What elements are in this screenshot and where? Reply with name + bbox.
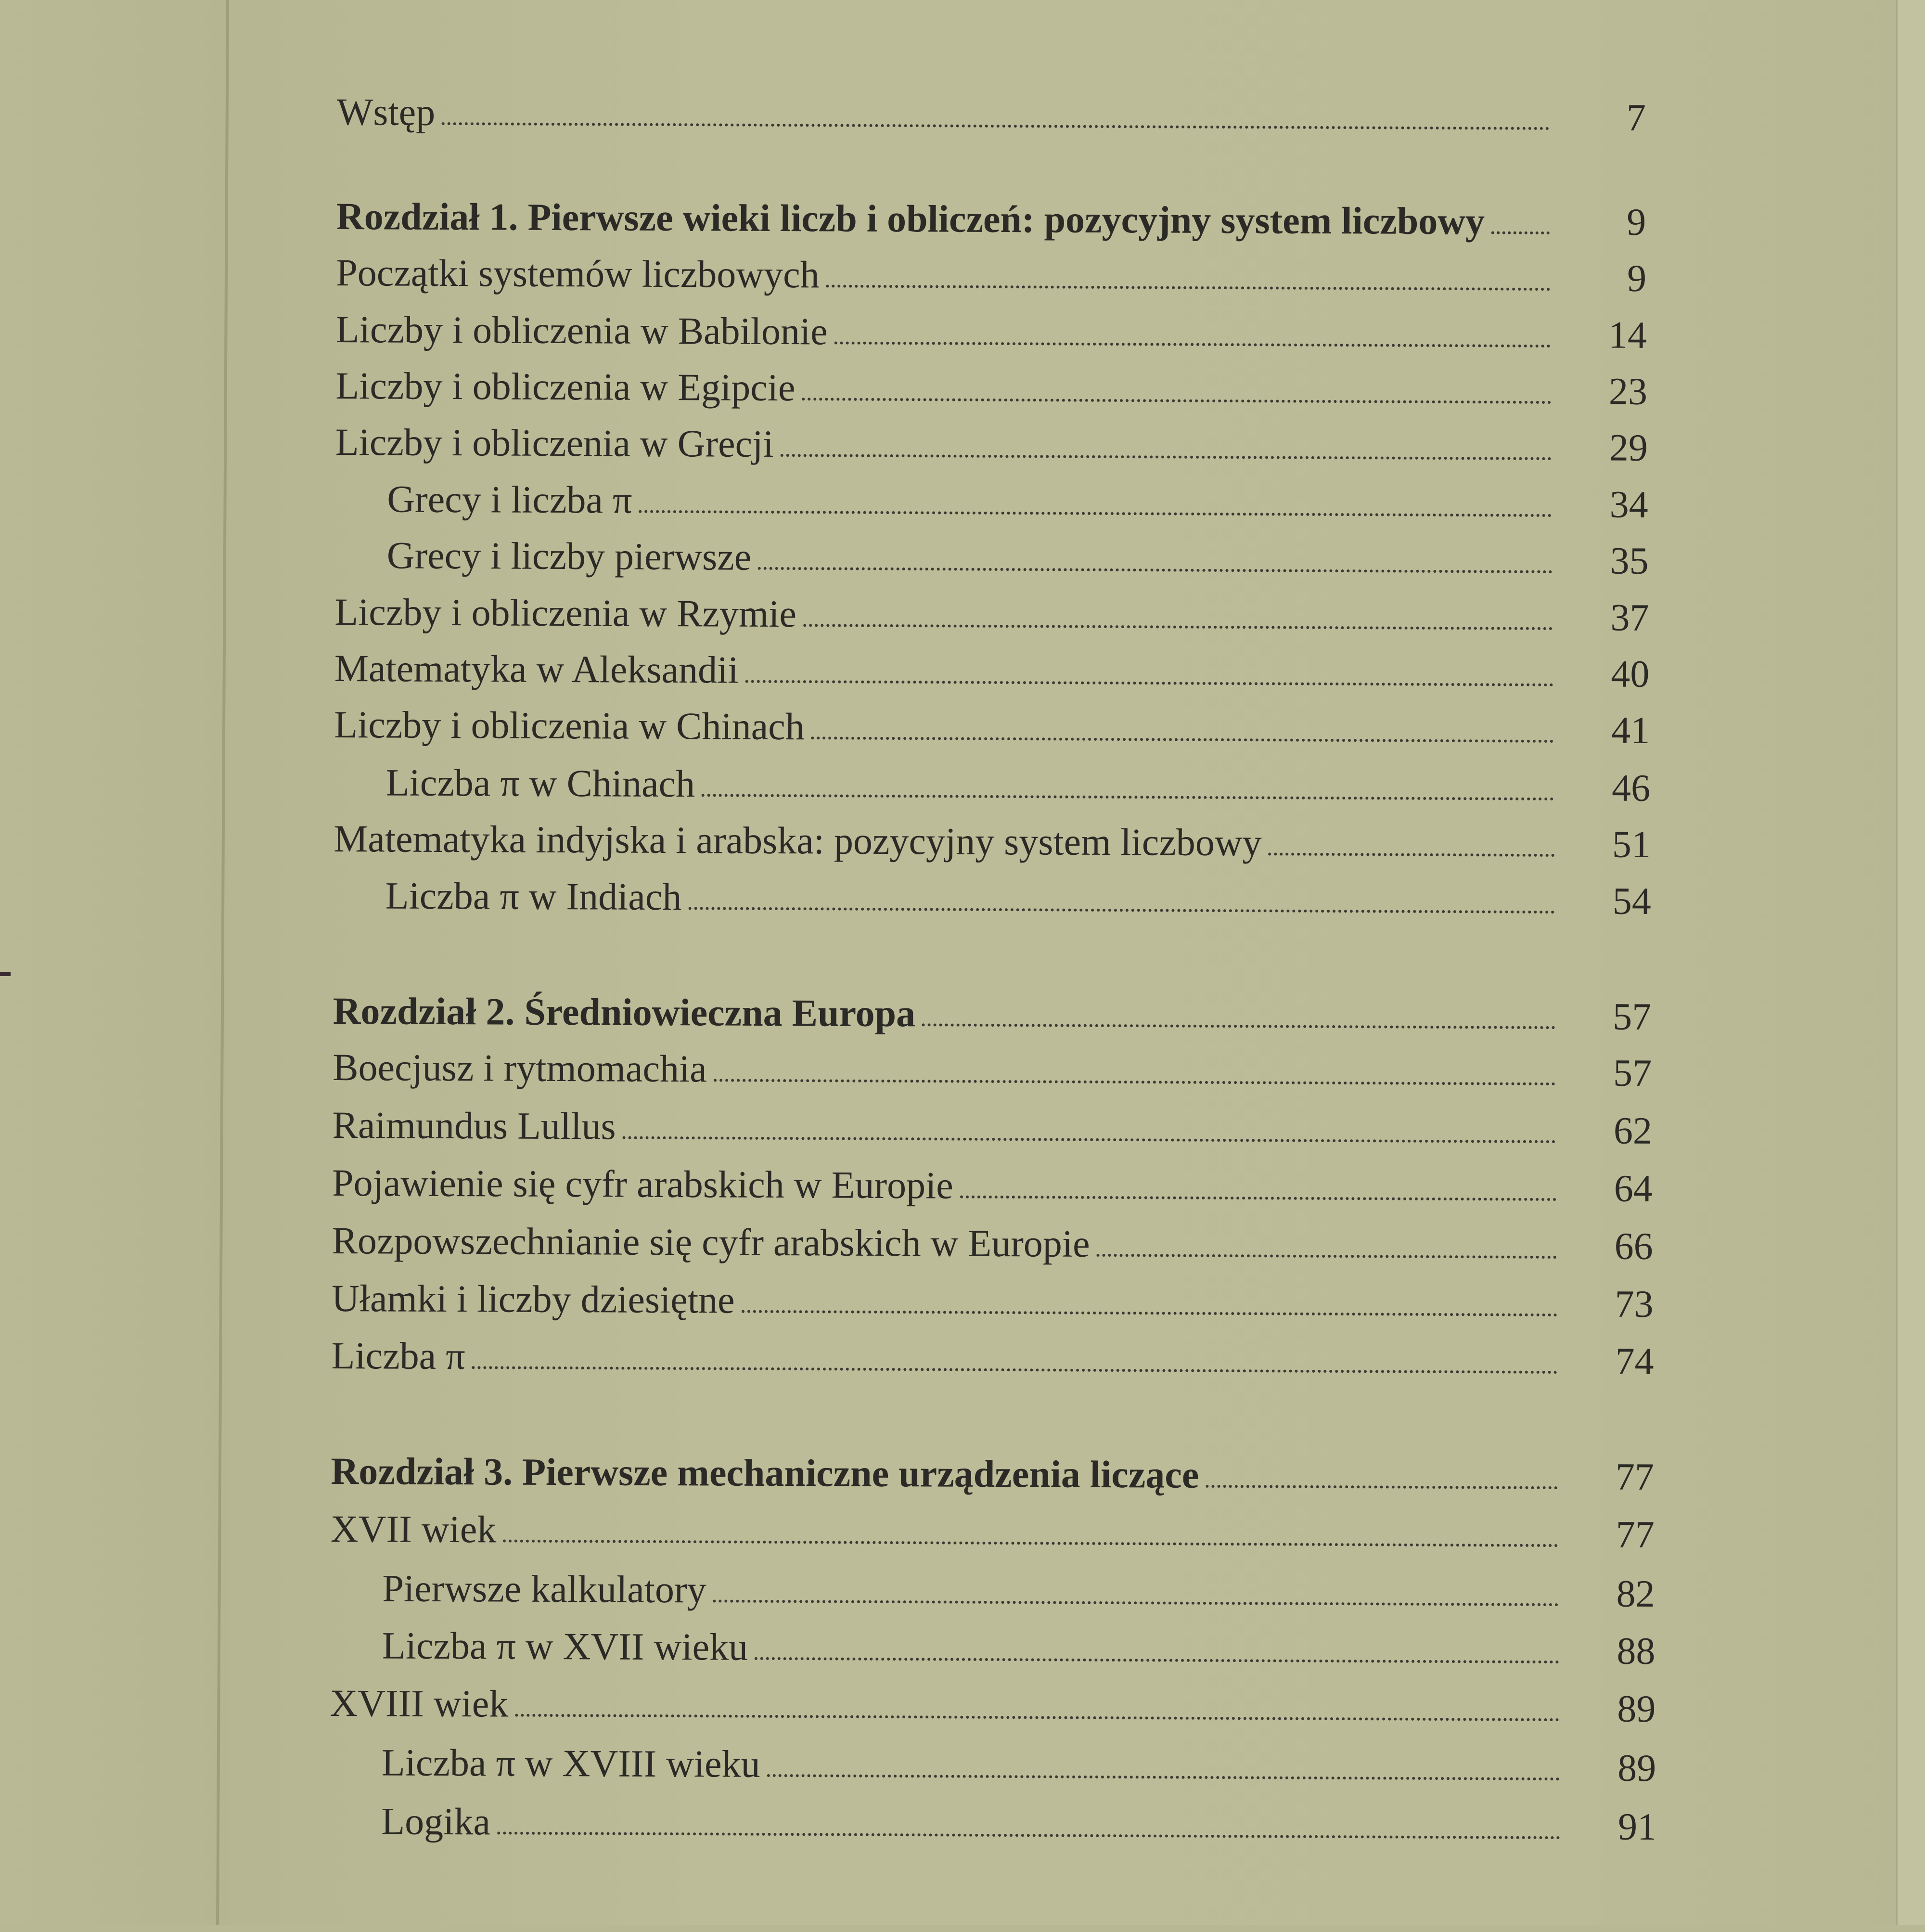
dot-leader (803, 624, 1553, 630)
toc-page-number: 35 (1610, 540, 1649, 583)
toc-page-number: 82 (1616, 1572, 1655, 1615)
toc-entry-title: Pierwsze kalkulatory (382, 1567, 706, 1611)
toc-entry-row (336, 296, 1647, 355)
toc-page-number: 9 (1627, 258, 1647, 300)
toc-entry-row (336, 78, 1646, 140)
toc-page-number: 62 (1613, 1109, 1653, 1152)
dot-leader (922, 1023, 1555, 1029)
toc-entry-title: Wstęp (336, 91, 436, 134)
toc-entry-title: Liczby i obliczenia w Rzymie (334, 591, 797, 635)
toc-entry-row (332, 1149, 1653, 1208)
dot-leader (741, 1310, 1557, 1316)
toc-entry-row (335, 409, 1648, 470)
toc-page-number: 89 (1617, 1747, 1656, 1790)
toc-entry-row (334, 749, 1651, 808)
toc-page-number: 29 (1609, 427, 1648, 470)
toc-page-number: 9 (1627, 201, 1646, 244)
toc-page-number: 37 (1610, 596, 1649, 639)
toc-entry-row (334, 635, 1650, 694)
toc-entry-title: Rozdział 3. Pierwsze mechaniczne urządzenia liczące (331, 1450, 1199, 1497)
toc-entry-row (330, 1729, 1656, 1788)
toc-entry-row (336, 239, 1646, 298)
toc-entry-title: Grecy i liczby pierwsze (386, 534, 752, 579)
dot-leader (802, 398, 1551, 404)
dot-leader (442, 122, 1550, 130)
toc-entry-row (334, 691, 1650, 750)
toc-entry-title: Liczby i obliczenia w Chinach (334, 704, 805, 748)
toc-page-number: 57 (1613, 995, 1652, 1038)
toc-page-number: 7 (1626, 96, 1646, 140)
dot-leader (1206, 1485, 1558, 1489)
toc-page-number: 34 (1609, 483, 1648, 526)
toc-page-number: 64 (1614, 1167, 1653, 1210)
toc-entry-title: Pojawienie się cyfr arabskich w Europie (332, 1161, 954, 1207)
toc-entry-title: Matematyka w Aleksandii (334, 647, 739, 692)
toc-entry-row (334, 805, 1651, 864)
toc-page-number: 89 (1617, 1687, 1656, 1731)
toc-page-number: 77 (1616, 1513, 1655, 1557)
dot-leader (472, 1366, 1557, 1374)
dot-leader (714, 1079, 1555, 1085)
toc-chapter-row (336, 183, 1646, 242)
toc-entry-title: Liczba π w XVII wieku (382, 1624, 748, 1669)
toc-page-number: 88 (1617, 1630, 1656, 1673)
toc-entry-title: Początki systemów liczbowych (336, 252, 820, 296)
toc-page-number: 91 (1617, 1805, 1657, 1849)
toc-entry-title: Liczby i obliczenia w Egipcie (335, 365, 796, 410)
toc-entry-row (331, 1264, 1654, 1326)
dot-leader (713, 1599, 1558, 1606)
dot-leader (1096, 1254, 1556, 1259)
toc-entry-title: Logika (381, 1800, 491, 1843)
toc-entry-title: XVII wiek (330, 1508, 497, 1551)
toc-entry-row (335, 465, 1648, 524)
dot-leader (1491, 232, 1550, 235)
toc-page-number: 66 (1614, 1225, 1653, 1268)
toc-page-number: 14 (1608, 314, 1647, 357)
toc-entry-title: Liczba π w Indiach (385, 875, 682, 918)
toc-page-number: 41 (1611, 709, 1650, 752)
toc-entry-row (334, 579, 1649, 637)
toc-page-number: 23 (1608, 370, 1648, 413)
toc-entry-row (332, 1092, 1652, 1150)
dot-leader (826, 285, 1550, 291)
toc-chapter-row (333, 978, 1652, 1036)
toc-page-number: 51 (1612, 824, 1651, 866)
toc-page-number: 73 (1615, 1283, 1654, 1326)
toc-page-number: 54 (1612, 880, 1652, 923)
toc-entry-title: Ułamki i liczby dziesiętne (331, 1277, 735, 1322)
toc-page-number: 40 (1611, 653, 1650, 696)
dot-leader (811, 737, 1554, 743)
toc-entry-title: Liczba π w XVIII wieku (381, 1741, 760, 1786)
toc-entry-row (330, 1670, 1656, 1731)
toc-entry-row (333, 1034, 1652, 1093)
toc-entry-row (330, 1555, 1655, 1613)
toc-page-number: 74 (1615, 1340, 1654, 1383)
toc-entry-row (334, 862, 1652, 921)
toc-entry-title: Rozdział 1. Pierwsze wieki liczb i obliczeń: pozycyjny system liczbowy (336, 195, 1485, 243)
toc-entry-title: XVIII wiek (330, 1682, 509, 1726)
dot-leader (755, 1657, 1559, 1663)
dot-leader (622, 1136, 1555, 1143)
dot-leader (639, 510, 1552, 517)
toc-entry-title: Raimundus Lullus (332, 1104, 616, 1148)
dot-leader (702, 794, 1554, 800)
toc-entry-title: Matematyka indyjska i arabska: pozycyjny system liczbowy (334, 818, 1262, 864)
toc-page-number: 57 (1613, 1052, 1652, 1095)
dot-leader (960, 1195, 1556, 1200)
toc-entry-row (335, 522, 1649, 583)
dot-leader (515, 1714, 1559, 1721)
dot-leader (503, 1540, 1558, 1547)
toc-entry-title: Liczba π w Chinach (385, 761, 695, 806)
toc-chapter-row (331, 1438, 1655, 1499)
toc-entry-title: Liczba π (331, 1335, 465, 1378)
dot-leader (767, 1774, 1560, 1780)
toc-entry-title: Liczby i obliczenia w Babilonie (335, 308, 828, 353)
toc-entry-row (330, 1612, 1656, 1671)
dot-leader (834, 341, 1551, 347)
dot-leader (780, 454, 1551, 460)
toc-entry-title: Rozpowszechnianie się cyfr arabskich w Europie (332, 1219, 1090, 1265)
toc-entry-row (329, 1788, 1657, 1849)
dot-leader (1269, 853, 1554, 857)
toc-entry-row (331, 1322, 1654, 1381)
toc-entry-row (330, 1495, 1655, 1557)
toc-entry-row (335, 352, 1647, 411)
toc-entry-title: Rozdział 2. Średniowieczna Europa (333, 990, 916, 1035)
toc-entry-row (332, 1207, 1653, 1266)
toc-entry-title: Grecy i liczba π (387, 478, 632, 522)
dot-leader (497, 1832, 1560, 1840)
dot-leader (745, 680, 1553, 686)
toc-entry-title: Liczby i obliczenia w Grecji (335, 421, 774, 466)
dot-leader (758, 567, 1552, 573)
toc-page-number: 77 (1615, 1455, 1655, 1499)
toc-entry-title: Boecjusz i rytmomachia (333, 1046, 707, 1091)
dot-leader (688, 907, 1555, 914)
toc-page-number: 46 (1611, 767, 1651, 810)
